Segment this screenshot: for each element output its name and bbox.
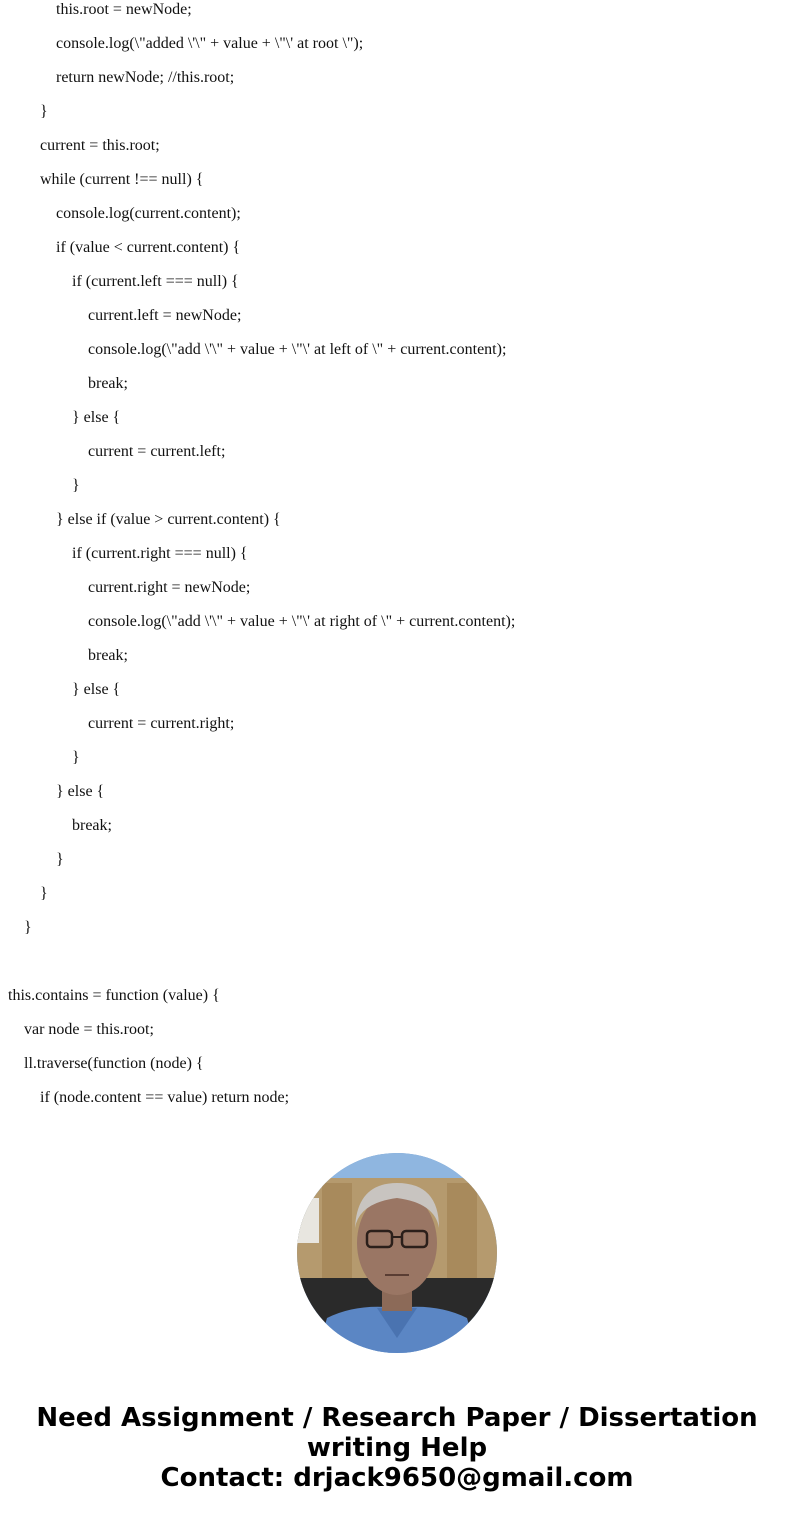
code-line: } else { bbox=[56, 783, 105, 800]
code-line: current = current.left; bbox=[88, 443, 226, 460]
code-line: break; bbox=[88, 647, 128, 664]
code-line: if (node.content == value) return node; bbox=[40, 1089, 290, 1106]
code-line: break; bbox=[72, 817, 112, 834]
code-line: if (value < current.content) { bbox=[56, 239, 241, 256]
person-photo-icon bbox=[297, 1153, 497, 1353]
code-line: console.log(\"add \'\" + value + \"\' at right of \" + current.content); bbox=[88, 613, 516, 630]
code-line: } bbox=[72, 749, 80, 766]
banner-headline: Need Assignment / Research Paper / Dissertation bbox=[36, 1403, 758, 1433]
code-line: } bbox=[40, 103, 48, 120]
code-line: this.root = newNode; bbox=[56, 1, 192, 18]
code-line: } bbox=[24, 919, 32, 936]
code-line: } else { bbox=[72, 681, 121, 698]
code-line: } else if (value > current.content) { bbox=[56, 511, 281, 528]
code-line: this.contains = function (value) { bbox=[8, 987, 220, 1004]
code-line: if (current.left === null) { bbox=[72, 273, 239, 290]
code-line: } bbox=[56, 851, 64, 868]
code-line: if (current.right === null) { bbox=[72, 545, 248, 562]
code-line: break; bbox=[88, 375, 128, 392]
author-avatar bbox=[297, 1153, 497, 1353]
code-line: console.log(\"added \'\" + value + \"\' at root \"); bbox=[56, 35, 364, 52]
code-line: } bbox=[72, 477, 80, 494]
code-line: current = this.root; bbox=[40, 137, 160, 154]
code-line: console.log(\"add \'\" + value + \"\' at left of \" + current.content); bbox=[88, 341, 507, 358]
code-line: } else { bbox=[72, 409, 121, 426]
code-line: console.log(current.content); bbox=[56, 205, 241, 222]
code-line: while (current !== null) { bbox=[40, 171, 204, 188]
code-line: current.right = newNode; bbox=[88, 579, 251, 596]
banner-subheadline: writing Help bbox=[306, 1433, 488, 1463]
code-line: ll.traverse(function (node) { bbox=[24, 1055, 204, 1072]
code-line: var node = this.root; bbox=[24, 1021, 154, 1038]
contact-email: Contact: drjack9650@gmail.com bbox=[160, 1463, 634, 1493]
code-line: return newNode; //this.root; bbox=[56, 69, 235, 86]
contact-banner bbox=[0, 1403, 794, 1493]
code-line: current = current.right; bbox=[88, 715, 235, 732]
code-line: } bbox=[40, 885, 48, 902]
code-line: current.left = newNode; bbox=[88, 307, 242, 324]
